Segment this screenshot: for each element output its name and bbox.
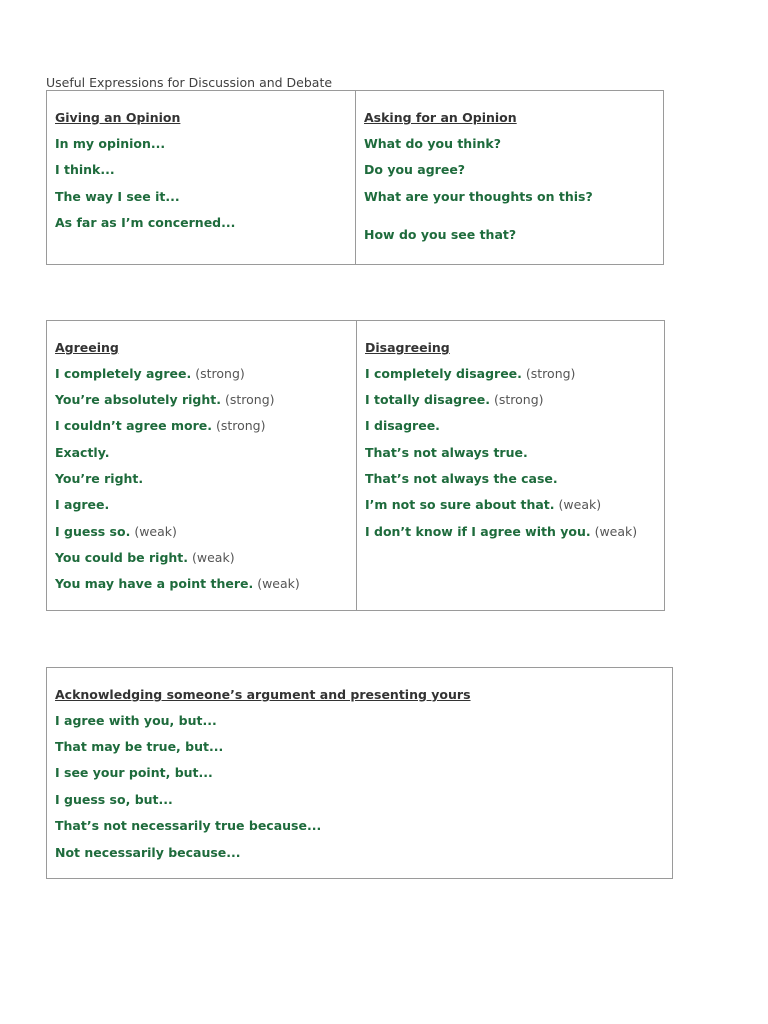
acknowledging-heading: Acknowledging someone’s argument and presenting yours xyxy=(55,687,471,702)
expression-item: Not necessarily because... xyxy=(55,845,241,860)
opinion-table xyxy=(46,90,664,265)
expression-item: That’s not always the case. xyxy=(365,471,558,486)
expression-item: You’re right. xyxy=(55,471,144,486)
expression-item: I guess so, but... xyxy=(55,792,173,807)
expression-item: I agree with you, but... xyxy=(55,713,217,728)
expression-item: Do you agree? xyxy=(364,162,466,177)
expression-item: I totally disagree. (strong) xyxy=(365,392,544,407)
expression-item: I agree. xyxy=(55,497,110,512)
expression-item: I guess so. (weak) xyxy=(55,524,177,539)
expression-item: What are your thoughts on this? xyxy=(364,189,593,204)
agreeing-heading: Agreeing xyxy=(55,340,119,355)
expression-item: I couldn’t agree more. (strong) xyxy=(55,418,266,433)
expression-item: I’m not so sure about that. (weak) xyxy=(365,497,602,512)
giving-opinion-column xyxy=(47,91,355,264)
asking-opinion-heading: Asking for an Opinion xyxy=(364,110,517,125)
expression-item: I think... xyxy=(55,162,115,177)
expression-item: That may be true, but... xyxy=(55,739,224,754)
giving-opinion-heading: Giving an Opinion xyxy=(55,110,181,125)
expression-item: As far as I’m concerned... xyxy=(55,215,236,230)
expression-item: That’s not always true. xyxy=(365,445,528,460)
expression-item: I see your point, but... xyxy=(55,765,213,780)
document-title: Useful Expressions for Discussion and Debate xyxy=(46,75,333,90)
expression-item: I completely disagree. (strong) xyxy=(365,366,576,381)
expression-item: You could be right. (weak) xyxy=(55,550,235,565)
expression-item: The way I see it... xyxy=(55,189,180,204)
expression-item: You may have a point there. (weak) xyxy=(55,576,300,591)
expression-item: I disagree. xyxy=(365,418,440,433)
expression-item: I don’t know if I agree with you. (weak) xyxy=(365,524,638,539)
acknowledging-table xyxy=(46,667,673,879)
expression-item: I completely agree. (strong) xyxy=(55,366,245,381)
asking-opinion-column xyxy=(355,91,663,264)
expression-item: That’s not necessarily true because... xyxy=(55,818,322,833)
agreement-table xyxy=(46,320,665,611)
expression-item: How do you see that? xyxy=(364,227,517,242)
disagreeing-column xyxy=(356,321,664,610)
expression-item: In my opinion... xyxy=(55,136,166,151)
expression-item: What do you think? xyxy=(364,136,501,151)
expression-item: Exactly. xyxy=(55,445,110,460)
disagreeing-heading: Disagreeing xyxy=(365,340,450,355)
agreeing-column xyxy=(47,321,356,610)
expression-item: You’re absolutely right. (strong) xyxy=(55,392,275,407)
